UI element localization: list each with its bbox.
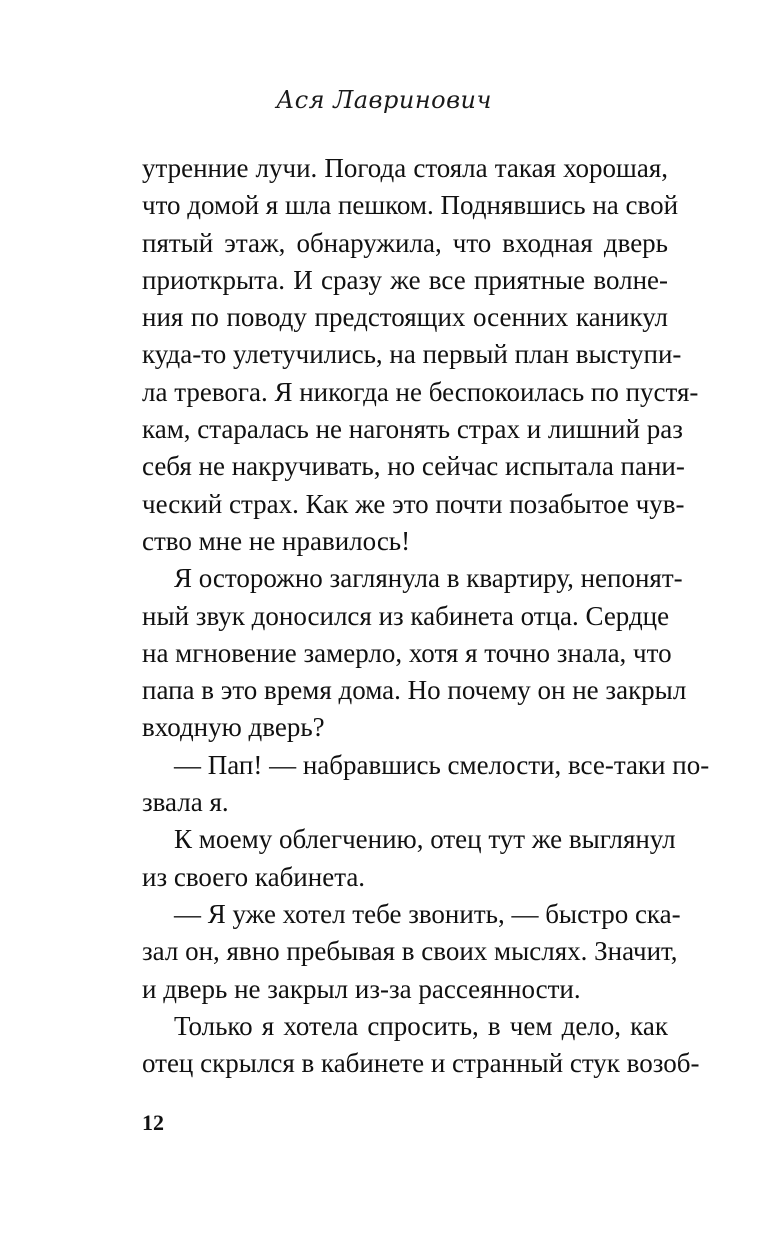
text-line: и дверь не закрыл из-за рассеянности. [142, 973, 581, 1004]
text-line: на мгновение замерло, хотя я точно знала, что [142, 637, 672, 668]
text-line: из своего кабинета. [142, 861, 366, 892]
text-line: ный звук доносился из кабинета отца. Сердце [142, 600, 670, 631]
page-number: 12 [142, 1110, 164, 1135]
text-line: себя не накручивать, но сейчас испытала пани- [142, 451, 685, 482]
text-line: ство мне не нравилось! [142, 525, 411, 556]
text-line: — Я уже хотел тебе звонить, — быстро ска- [174, 898, 681, 929]
body-text [142, 150, 710, 1082]
text-line: ния по поводу предстоящих осенних каникул [142, 302, 668, 333]
text-line: утренние лучи. Погода стояла такая хорошая, [142, 153, 668, 183]
text-line: — Пап! — набравшись смелости, все-таки по- [174, 749, 710, 780]
text-line: звала я. [142, 787, 229, 818]
text-line: К моему облегчению, отец тут же выглянул [174, 824, 676, 855]
running-head-author: Ася Лавринович [276, 86, 492, 114]
text-line: что домой я шла пешком. Поднявшись на свой [142, 190, 679, 221]
text-line: зал он, явно пребывая в своих мыслях. Значит, [142, 936, 678, 967]
text-line: папа в это время дома. Но почему он не закрыл [142, 675, 687, 706]
text-line: кам, старалась не нагонять страх и лишний раз [142, 414, 683, 445]
text-line: ческий страх. Как же это почти позабытое чув- [142, 488, 685, 519]
text-line: Только я хотела спросить, в чем дело, как [174, 1010, 668, 1041]
text-line: входную дверь? [142, 712, 325, 743]
text-line: куда-то улетучились, на первый план выступи- [142, 339, 682, 370]
text-line: пятый этаж, обнаружила, что входная дверь [142, 227, 668, 258]
text-line: приоткрыта. И сразу же все приятные волне- [142, 264, 668, 295]
text-line: Я осторожно заглянула в квартиру, непонят- [174, 563, 683, 594]
text-line: ла тревога. Я никогда не беспокоилась по пустя- [142, 376, 699, 407]
text-line: отец скрылся в кабинете и странный стук возоб- [142, 1048, 700, 1079]
